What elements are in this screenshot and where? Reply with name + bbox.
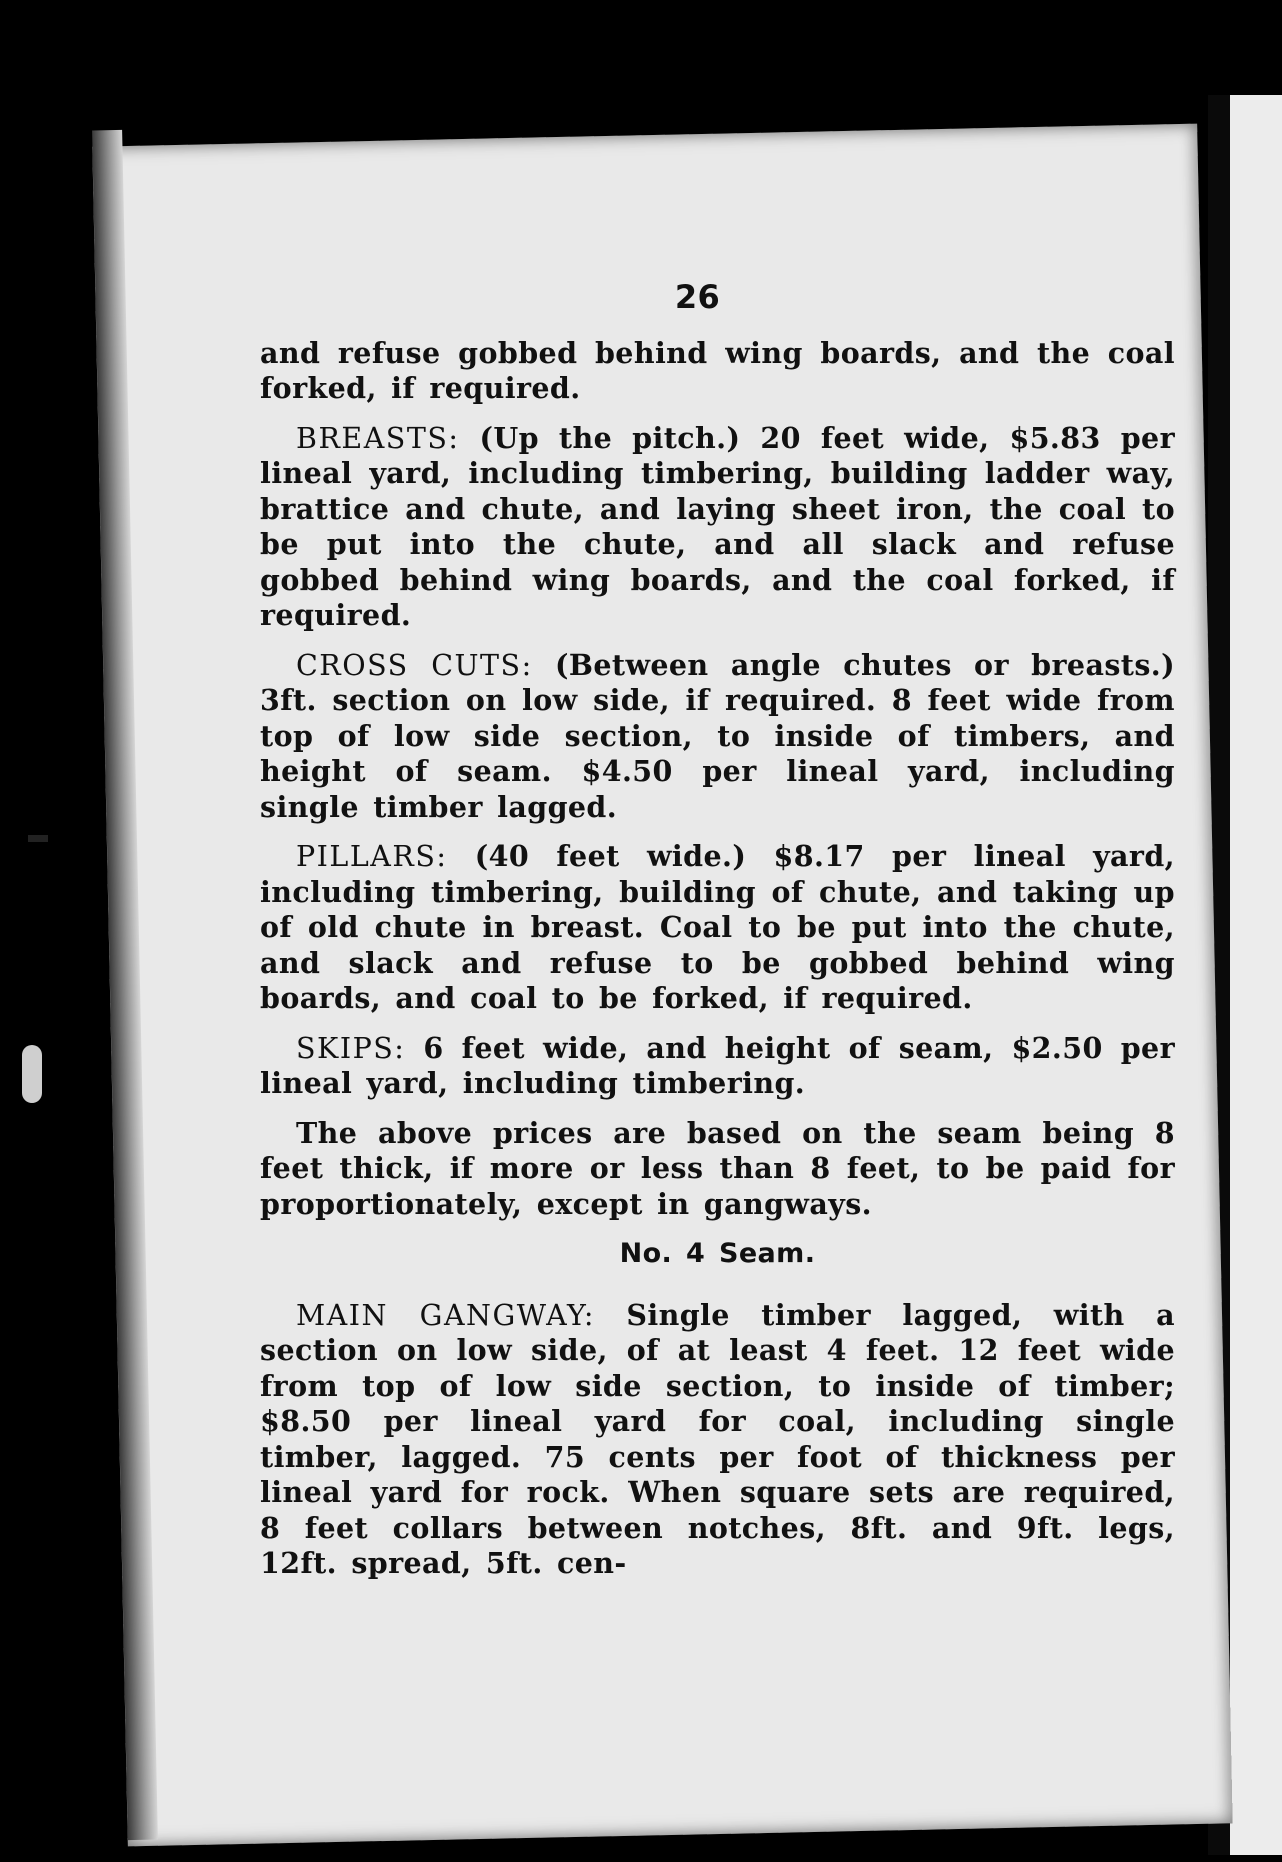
page-number: 26 — [674, 278, 721, 316]
paragraph-text: and refuse gobbed behind wing boards, and the coal forked, if required. — [260, 335, 1175, 405]
paragraph-text: (Between angle chutes or breasts.) 3ft. section on low side, if required. 8 feet wide from top of low side section, to inside of timbers, and height of seam. $4.50 per lineal yard, including single timber lagged. — [260, 647, 1175, 824]
section-heading: No. 4 Seam. — [619, 1238, 816, 1269]
page-text — [260, 280, 1175, 1596]
paragraph-pillars — [260, 839, 1175, 1017]
paragraph-main-gangway — [260, 1298, 1175, 1582]
paragraph-lead: CROSS CUTS: — [296, 648, 533, 682]
paragraph-lead: MAIN GANGWAY: — [296, 1298, 595, 1332]
paragraph-continuation — [260, 336, 1175, 407]
paragraph-cross-cuts — [260, 648, 1175, 826]
paragraph-skips — [260, 1031, 1175, 1102]
paragraph-text: (Up the pitch.) 20 feet wide, $5.83 per lineal yard, including timbering, building ladder way, brattice and chute, and laying sheet iron, the coal to be put into the chute, and all slack and refuse gobbed behind wing boards, and the coal forked, if required. — [260, 420, 1175, 632]
facing-page-edge — [1225, 95, 1282, 1855]
paragraph-text: Single timber lagged, with a section on low side, of at least 4 feet. 12 feet wide from top of low side section, to inside of timber; $8.50 per lineal yard for coal, including single timber, lagged. 75 cents per foot of thickness per lineal yard for rock. When square sets are required, 8 feet collars between notches, 8ft. and 9ft. legs, 12ft. spread, 5ft. cen- — [260, 1297, 1175, 1580]
paragraph-lead: PILLARS: — [296, 840, 448, 873]
scan-artifact — [22, 1045, 42, 1103]
paragraph-text: 6 feet wide, and height of seam, $2.50 per lineal yard, including timbering. — [260, 1030, 1175, 1100]
paragraph-breasts — [260, 421, 1175, 634]
paragraph-prices-note — [260, 1116, 1175, 1223]
paragraph-lead: SKIPS: — [296, 1031, 406, 1065]
paragraph-lead: BREASTS: — [296, 421, 460, 455]
paragraph-text: The above prices are based on the seam being 8 feet thick, if more or less than 8 feet, to be paid for proportionately, except in gangways. — [260, 1115, 1175, 1221]
scan-artifact — [28, 835, 48, 842]
paragraph-text: (40 feet wide.) $8.17 per lineal yard, including timbering, building of chute, and taking up of old chute in breast. Coal to be put into the chute, and slack and refuse to be gobbed behind wing boards, and coal to be forked, if required. — [260, 839, 1175, 1015]
